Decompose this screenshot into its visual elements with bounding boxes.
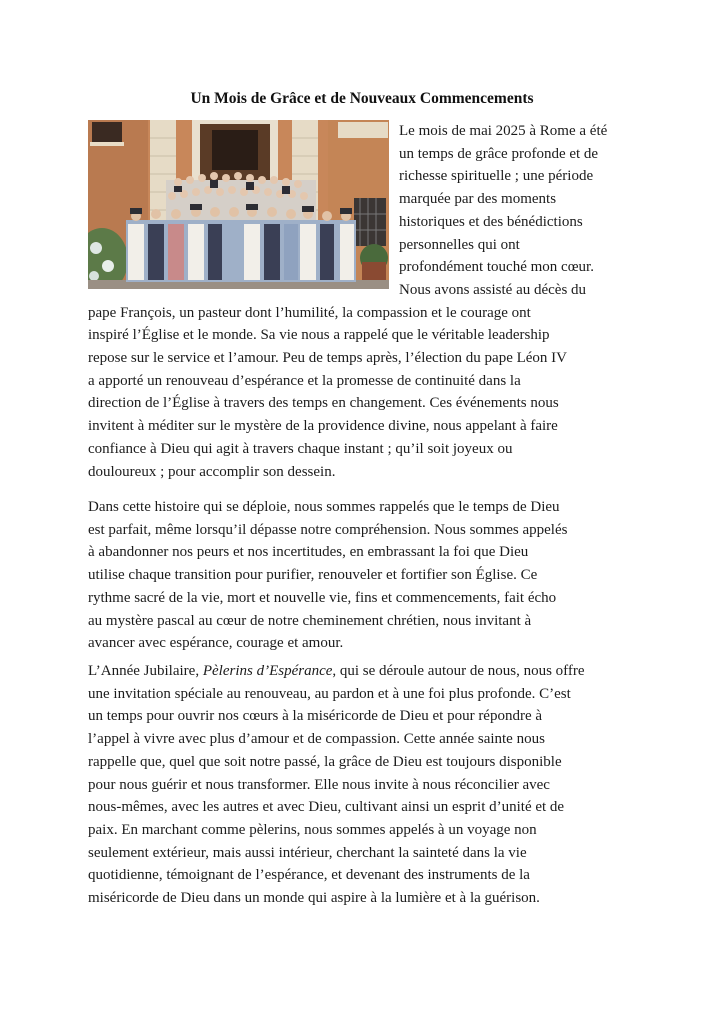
text-line — [88, 660, 640, 683]
text-line: l’appel à vivre avec plus d’amour et de compassion. Cette année sainte nous — [88, 731, 545, 748]
text-line: est parfait, même lorsqu’il dépasse notre compréhension. Nous sommes appelés — [88, 521, 568, 538]
page-title: Un Mois de Grâce et de Nouveaux Commencements — [190, 90, 534, 107]
text-line: historiques et des bénédictions — [399, 213, 583, 230]
text-line: personnelles qui ont — [399, 236, 520, 253]
text-line: douloureux ; pour accomplir son dessein. — [88, 463, 336, 480]
text-line: a apporté un renouveau d’espérance et la promesse de continuité dans la — [88, 372, 521, 389]
text-line: Dans cette histoire qui se déploie, nous sommes rappelés que le temps de Dieu — [88, 499, 560, 515]
paragraph-1 — [88, 120, 640, 483]
text-line: nous-mêmes, avec les autres et avec Dieu, cultivant ainsi un esprit d’unité et de — [88, 799, 565, 816]
group-photo-image — [88, 120, 389, 289]
text-line: au mystère pascal au cœur de notre cheminement chrétien, nous invitant à — [88, 612, 532, 629]
text-line: miséricorde de Dieu dans un monde qui aspire à la lumière et à la guérison. — [88, 890, 540, 907]
text-line: rythme sacré de la vie, mort et nouvelle vie, fins et commencements, fait écho — [88, 589, 557, 606]
text-line: à abandonner nos peurs et nos incertitudes, en embrassant la foi que Dieu — [88, 544, 529, 561]
text-line: avancer avec espérance, courage et amour. — [88, 635, 344, 652]
group-photo — [88, 120, 389, 289]
text-line: un temps de grâce profonde et de — [399, 145, 599, 162]
paragraph-3 — [88, 660, 640, 910]
text-line: Le mois de mai 2025 à Rome a été — [399, 123, 608, 139]
text-line: confiance à Dieu qui agit à travers chaque instant ; qu’il soit joyeux ou — [88, 440, 513, 457]
text-line: profondément touché mon cœur. — [399, 259, 594, 276]
text-line: un temps pour ouvrir nos cœurs à la miséricorde de Dieu et pour répondre à — [88, 708, 543, 725]
text-line: pour nous guérir et nous transformer. Elle nous invite à nous réconcilier avec — [88, 776, 550, 793]
text-line: seulement extérieur, mais aussi intérieur, cherchant la sainteté dans la vie — [88, 844, 527, 861]
text-line: une invitation spéciale au renouveau, au pardon et à une foi plus profonde. C’est — [88, 685, 571, 702]
text-line: marquée par des moments — [399, 191, 557, 208]
text-line: repose sur le service et l’amour. Peu de temps après, l’élection du pape Léon IV — [88, 350, 567, 367]
text-line: direction de l’Église à travers des temps en changement. Ces événements nous — [88, 395, 559, 412]
text-line: utilise chaque transition pour purifier, renouveler et fortifier son Église. Ce — [88, 567, 538, 584]
text-line: invitent à méditer sur le mystère de la providence divine, nous appelant à faire — [88, 418, 558, 435]
text-line: inspiré l’Église et le monde. Sa vie nous a rappelé que le véritable leadership — [88, 327, 550, 344]
text-segment: L’Année Jubilaire, — [88, 663, 203, 679]
text-line: rappelle que, quel que soit notre passé, la grâce de Dieu est toujours disponible — [88, 753, 562, 770]
paragraph-2 — [88, 496, 640, 655]
text-line: pape François, un pasteur dont l’humilité, la compassion et le courage ont — [88, 304, 531, 321]
jubilee-theme-italic: Pèlerins d’Espérance — [202, 663, 333, 679]
text-segment: , qui se déroule autour de nous, nous offre — [332, 663, 585, 679]
text-line: richesse spirituelle ; une période — [399, 168, 594, 185]
text-line: quotidienne, témoignant de l’espérance, et devenant des instruments de la — [88, 867, 530, 884]
text-line: Nous avons assisté au décès du — [399, 281, 587, 298]
text-line: paix. En marchant comme pèlerins, nous sommes appelés à un voyage non — [88, 821, 537, 838]
